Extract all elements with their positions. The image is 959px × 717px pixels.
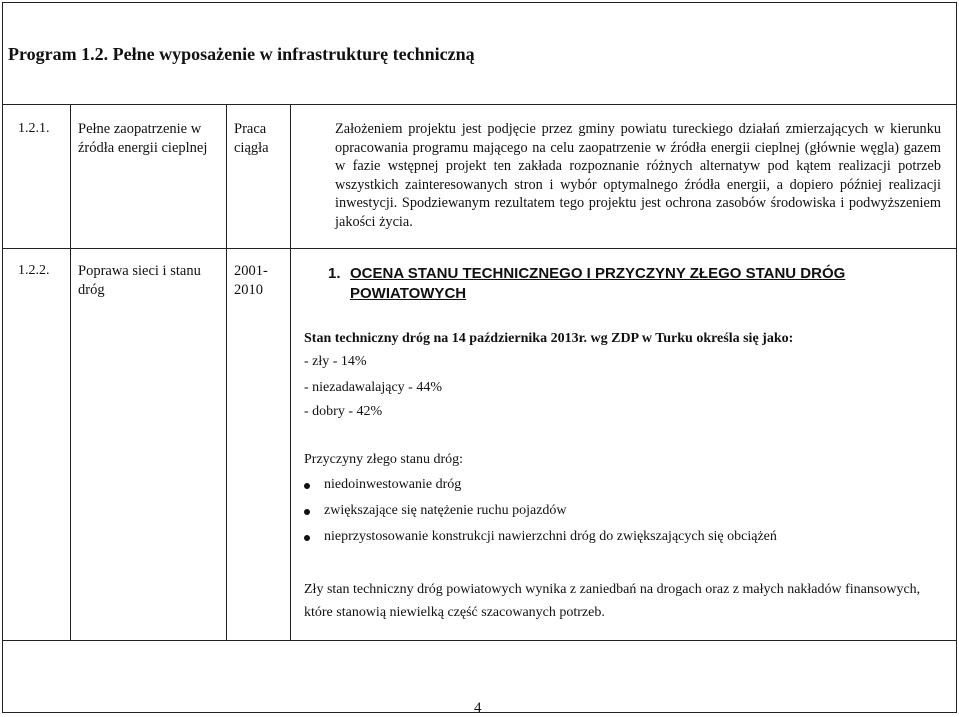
row-2-number: 1.2.2. xyxy=(18,263,50,278)
bullet-icon xyxy=(304,535,310,541)
row-2-period: 2001-2010 xyxy=(234,263,268,298)
summary-paragraph: Zły stan techniczny dróg powiatowych wynika z zaniedbań na drogach oraz z małych nakładów finansowych, które stanowią niewielką część szacowanych potrzeb. xyxy=(304,582,921,620)
condition-title: Stan techniczny dróg na 14 października 2013r. wg ZDP w Turku określa się jako: xyxy=(304,331,794,346)
cause-text: nieprzystosowanie konstrukcji nawierzchni dróg do zwiększających się obciążeń xyxy=(324,529,777,544)
section-heading-text: OCENA STANU TECHNICZNEGO I PRZYCZYNY ZŁEGO STANU DRÓG POWIATOWYCH xyxy=(350,265,846,302)
bullet-icon xyxy=(304,509,310,515)
causes-title: Przyczyny złego stanu dróg: xyxy=(304,452,464,467)
table-bottom-border xyxy=(2,640,957,641)
page-number: 4 xyxy=(474,700,482,716)
column-divider-1 xyxy=(70,104,71,640)
cause-text: zwiększające się natężenie ruchu pojazdów xyxy=(324,503,567,518)
section-heading xyxy=(328,264,940,304)
condition-item-bad: - zły - 14% xyxy=(304,354,367,369)
row-1-description: Założeniem projektu jest podjęcie przez gminy powiatu tureckiego działań zmierzających w kierunku opracowania programu mającego na celu zaopatrzenie w źródła energii cieplnej (głównie węgla) gazem w fazie wstępnej projekt ten zakłada rozpoznanie różnych alternatyw pod kątem realizacji potrzeb wszystkich zainteresowanych stron i wybór optymalnego źródła energii, a dopiero później realizacji inwestycji. Spodziewanym rezultatem tego projektu jest ochrona zasobów środowiska i podwyższeniem jakości życia. xyxy=(335,121,941,230)
program-title: Program 1.2. Pełne wyposażenie w infrastrukturę techniczną xyxy=(8,44,475,64)
row-1-period: Praca ciągła xyxy=(234,121,269,156)
row-2-task: Poprawa sieci i stanu dróg xyxy=(78,263,201,298)
bullet-icon xyxy=(304,483,310,489)
row-divider xyxy=(2,248,957,249)
column-divider-3 xyxy=(290,104,291,640)
column-divider-2 xyxy=(226,104,227,640)
condition-item-good: - dobry - 42% xyxy=(304,404,383,419)
row-1-number: 1.2.1. xyxy=(18,121,50,136)
cause-text: niedoinwestowanie dróg xyxy=(324,477,462,492)
condition-item-unsatisfactory: - niezadawalający - 44% xyxy=(304,380,442,395)
table-top-border xyxy=(2,104,957,105)
row-1-task: Pełne zaopatrzenie w źródła energii cieplnej xyxy=(78,121,208,156)
section-heading-number: 1. xyxy=(328,265,341,282)
